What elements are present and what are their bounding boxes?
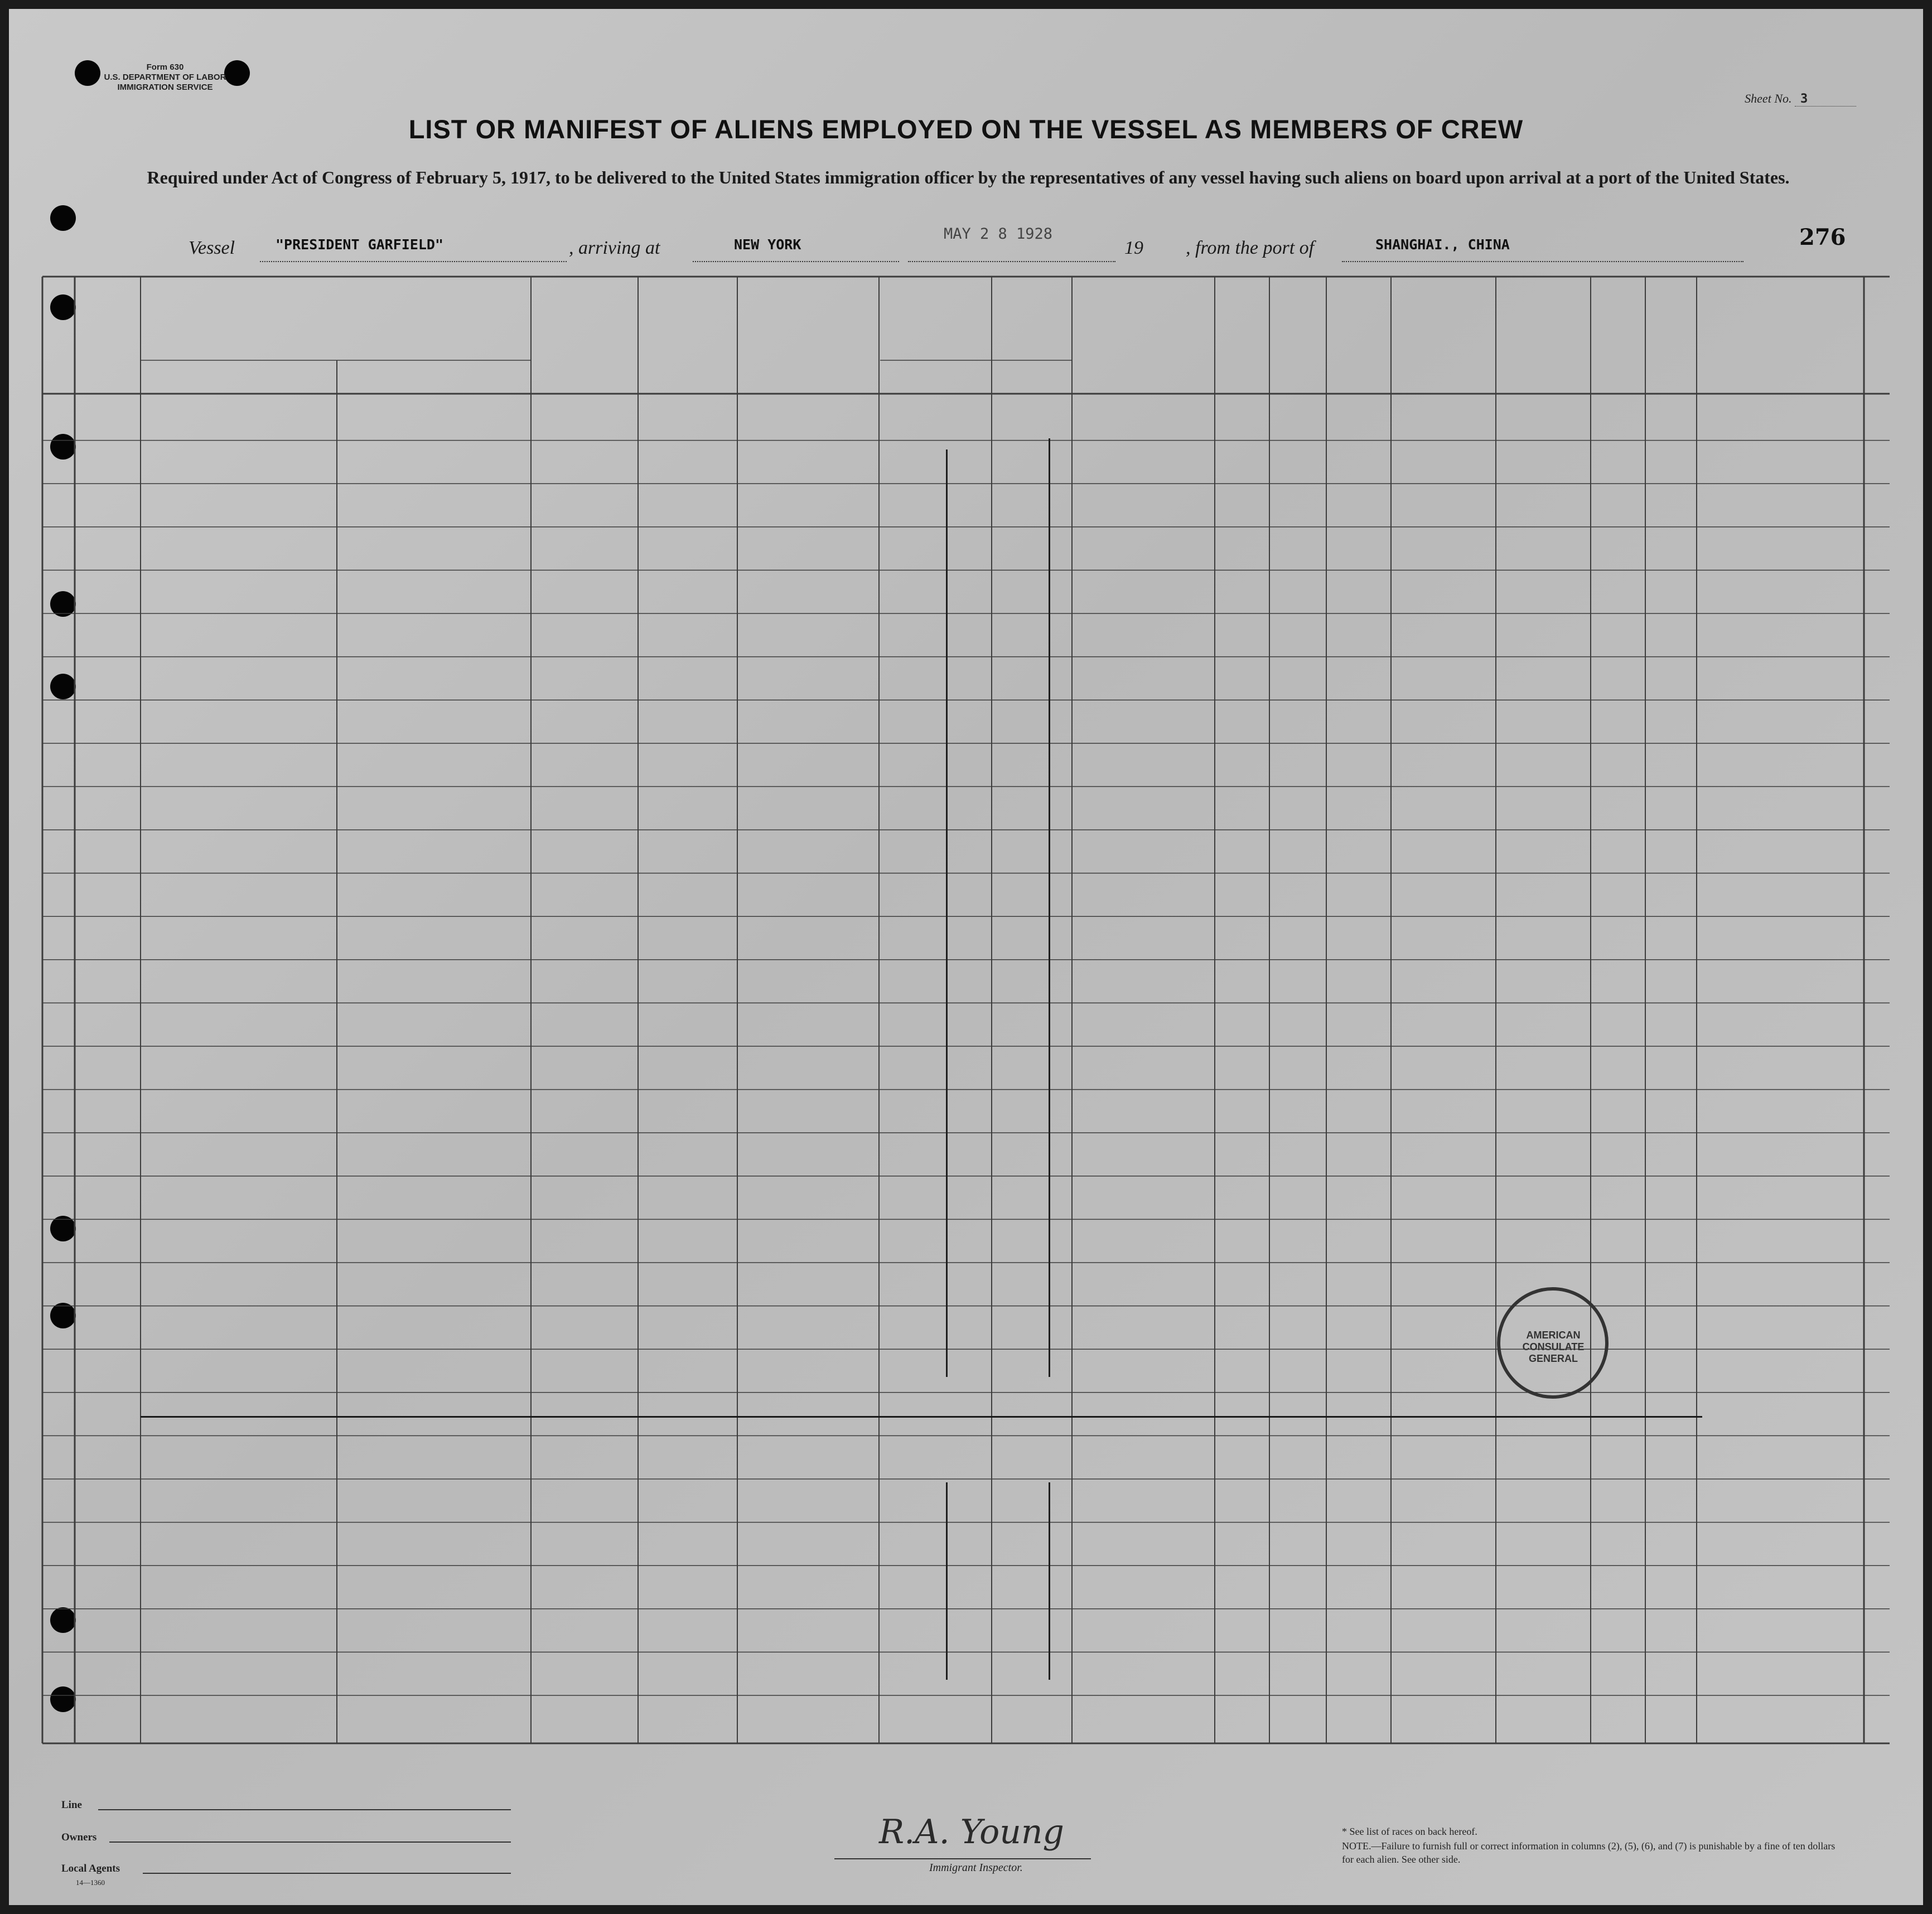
line-label: Line	[61, 1799, 82, 1811]
page-title: LIST OR MANIFEST OF ALIENS EMPLOYED ON THE VESSEL AS MEMBERS OF CREW	[408, 114, 1524, 144]
ditto-line	[1049, 438, 1050, 1378]
ditto-line	[946, 450, 948, 1378]
footnote-races: * See list of races on back hereof.	[1342, 1826, 1477, 1837]
ditto-line	[946, 1482, 948, 1680]
footnote-penalty: NOTE.—Failure to furnish full or correct information in columns (2), (5), (6), and (7) is punishable by a fine of ten dollars for each alien. See other side.	[1342, 1840, 1836, 1865]
arriving-port: NEW YORK	[734, 236, 801, 253]
inspector-label: Immigrant Inspector.	[929, 1862, 1023, 1874]
vessel-label: Vessel	[189, 238, 235, 258]
inspector-signature-line	[834, 1858, 1091, 1859]
from-port: SHANGHAI., CHINA	[1375, 236, 1510, 253]
line-field	[98, 1809, 511, 1810]
consulate-seal	[1497, 1287, 1609, 1399]
manifest-grid	[9, 9, 1923, 1905]
arriving-label: , arriving at	[569, 238, 660, 258]
service-name: IMMIGRATION SERVICE	[117, 83, 213, 92]
sheet-number-value: 3	[1795, 92, 1856, 107]
form-code: 14—1360	[76, 1878, 105, 1887]
strikethrough-line	[141, 1416, 1702, 1418]
vessel-name: "PRESIDENT GARFIELD"	[276, 236, 444, 253]
year-label: 19	[1124, 238, 1143, 258]
ditto-line	[1049, 1482, 1050, 1680]
page-number: 276	[1799, 224, 1846, 250]
local-agents-field	[143, 1873, 511, 1874]
form-number: Form 630	[146, 62, 184, 72]
inspector-signature: R.A. Young	[879, 1812, 1064, 1852]
consulate-seal-text: AMERICAN CONSULATE GENERAL	[1522, 1329, 1585, 1364]
owners-label: Owners	[61, 1831, 97, 1843]
date-stamp: MAY 2 8 1928	[944, 225, 1053, 243]
sheet-number-label: Sheet No.	[1745, 91, 1792, 105]
from-port-label: , from the port of	[1186, 238, 1315, 258]
department-name: U.S. DEPARTMENT OF LABOR	[104, 72, 226, 82]
owners-field	[109, 1842, 511, 1843]
page-subtitle: Required under Act of Congress of February 5, 1917, to be delivered to the United States immigration officer by the representatives of any vessel having such aliens on board upon arrival at a port of the United States.	[147, 167, 1790, 187]
manifest-sheet	[9, 9, 1923, 1905]
local-agents-label: Local Agents	[61, 1863, 120, 1874]
